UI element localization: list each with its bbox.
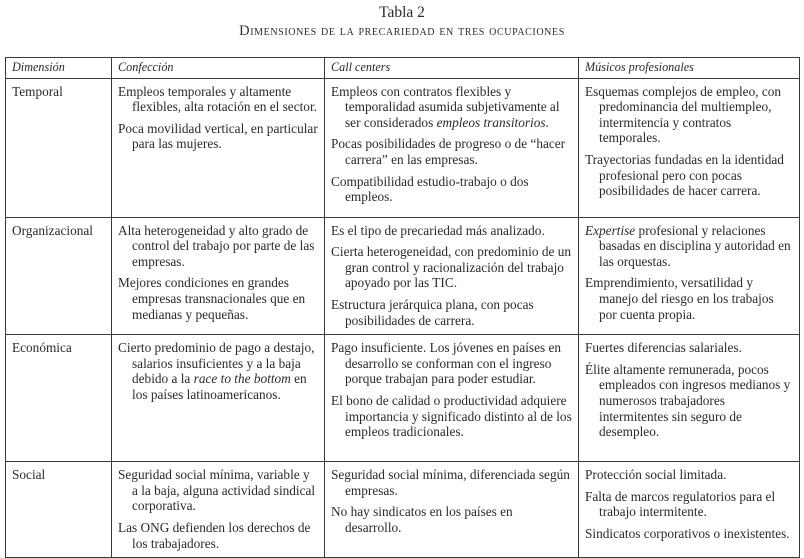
cell-confeccion xyxy=(112,462,325,558)
item-text: . xyxy=(545,114,549,130)
cell-item xyxy=(331,340,572,387)
item-text: Cierta heterogeneidad, con predominio de un gran control y racionalización del trabajo apoyado por las TIC. xyxy=(331,244,571,291)
cell-item xyxy=(331,297,572,328)
table-title: Dimensiones de la precariedad en tres ocupaciones xyxy=(239,23,565,39)
row-economica xyxy=(6,335,800,462)
item-text: Poca movilidad vertical, en particular para las mujeres. xyxy=(118,120,318,152)
item-text: Las ONG defienden los derechos de los trabajadores. xyxy=(118,519,311,551)
item-text: Falta de marcos regulatorios para el trabajo intermitente. xyxy=(585,488,776,520)
item-text: Empleos con contratos flexibles y temporalidad asumida subjetivamente al ser considerados xyxy=(331,83,560,130)
item-text: Estructura jerárquica plana, con pocas posibilidades de carrera. xyxy=(331,296,534,328)
row-social xyxy=(6,462,800,558)
cell-item xyxy=(118,84,318,115)
item-text: Protección social limitada. xyxy=(585,467,727,483)
cell-item xyxy=(118,520,318,551)
dimension-cell: Económica xyxy=(6,335,112,462)
cell-confeccion xyxy=(112,78,325,217)
cell-musicos xyxy=(579,78,800,217)
item-text: Compatibilidad estudio-trabajo o dos empleos. xyxy=(331,173,529,205)
cell-item xyxy=(331,84,572,131)
cell-item xyxy=(118,340,318,402)
cell-call-centers xyxy=(325,78,579,217)
item-text: Empleos temporales y altamente flexibles, alta rotación en el sector. xyxy=(118,83,317,115)
cell-musicos xyxy=(579,217,800,335)
cell-item xyxy=(585,152,793,199)
header-confeccion: Confección xyxy=(112,58,325,79)
cell-confeccion xyxy=(112,217,325,335)
dimension-cell: Temporal xyxy=(6,78,112,217)
cell-item xyxy=(585,340,793,356)
dimension-cell: Social xyxy=(6,462,112,558)
header-row xyxy=(6,58,800,79)
cell-item xyxy=(585,467,793,483)
italic-term: Expertise xyxy=(585,222,636,238)
cell-musicos xyxy=(579,335,800,462)
cell-item xyxy=(585,489,793,520)
cell-item xyxy=(118,467,318,514)
cell-item xyxy=(118,121,318,152)
cell-item xyxy=(585,275,793,322)
item-text: No hay sindicatos en los países en desarrollo. xyxy=(331,504,513,535)
cell-item xyxy=(331,504,572,535)
precariedad-table xyxy=(5,57,800,558)
item-text: Alta heterogeneidad y alto grado de control del trabajo por parte de las empresas. xyxy=(118,222,315,269)
cell-item xyxy=(585,223,793,270)
italic-term: empleos transitorios xyxy=(436,114,546,130)
header-musicos: Músicos profesionales xyxy=(579,58,800,79)
item-text: Emprendimiento, versatilidad y manejo del riesgo en los trabajos por cuenta propia. xyxy=(585,275,774,322)
row-organizacional xyxy=(6,217,800,335)
header-dimension: Dimensión xyxy=(6,58,112,79)
cell-item xyxy=(331,244,572,291)
item-text: profesional y relaciones basadas en disciplina y autoridad en las orquestas. xyxy=(599,222,791,269)
item-text: en los países latinoamericanos. xyxy=(132,371,307,402)
italic-term: race to the bottom xyxy=(193,371,291,387)
cell-item xyxy=(331,393,572,440)
cell-item xyxy=(585,526,793,542)
item-text: Seguridad social mínima, diferenciada según empresas. xyxy=(331,467,570,498)
cell-item xyxy=(585,362,793,440)
header-call-centers: Call centers xyxy=(325,58,579,79)
cell-item xyxy=(118,223,318,270)
row-temporal xyxy=(6,78,800,217)
cell-item xyxy=(118,275,318,322)
item-text: Sindicatos corporativos o inexistentes. xyxy=(585,525,790,541)
item-text: Trayectorias fundadas en la identidad profesional pero con pocas posibilidades de hacer carrera. xyxy=(585,151,784,199)
item-text: Seguridad social mínima, variable y a la baja, alguna actividad sindical corporativa. xyxy=(118,467,316,514)
item-text: Pago insuficiente. Los jóvenes en países en desarrollo se conforman con el ingreso porque trabajan para poder estudiar. xyxy=(331,340,562,387)
cell-call-centers xyxy=(325,462,579,558)
item-text: El bono de calidad o productividad adquiere importancia y significado distinto al de los empleos tradicionales. xyxy=(331,392,572,440)
item-text: Es el tipo de precariedad más analizado. xyxy=(331,222,545,238)
cell-item xyxy=(331,467,572,498)
item-text: Mejores condiciones en grandes empresas transnacionales que en medianas y pequeñas. xyxy=(118,275,306,322)
cell-call-centers xyxy=(325,217,579,335)
cell-call-centers xyxy=(325,335,579,462)
item-text: Pocas posibilidades de progreso o de “hacer carrera” en las empresas. xyxy=(331,136,566,167)
item-text: Élite altamente remunerada, pocos empleados con ingresos medianos y numerosos trabajadores intermitentes sin seguro de desempleo. xyxy=(585,361,791,440)
cell-item xyxy=(331,136,572,167)
cell-musicos xyxy=(579,462,800,558)
dimension-cell: Organizacional xyxy=(6,217,112,335)
item-text: Esquemas complejos de empleo, con predominancia del multiempleo, intermitencia y contratos temporales. xyxy=(585,83,782,146)
cell-confeccion xyxy=(112,335,325,462)
table-number: Tabla 2 xyxy=(379,4,425,21)
cell-item xyxy=(585,84,793,146)
item-text: Fuertes diferencias salariales. xyxy=(585,340,742,356)
cell-item xyxy=(331,174,572,205)
cell-item xyxy=(331,223,572,239)
item-text: Cierto predominio de pago a destajo, salarios insuficientes y a la baja debido a la xyxy=(118,340,315,387)
